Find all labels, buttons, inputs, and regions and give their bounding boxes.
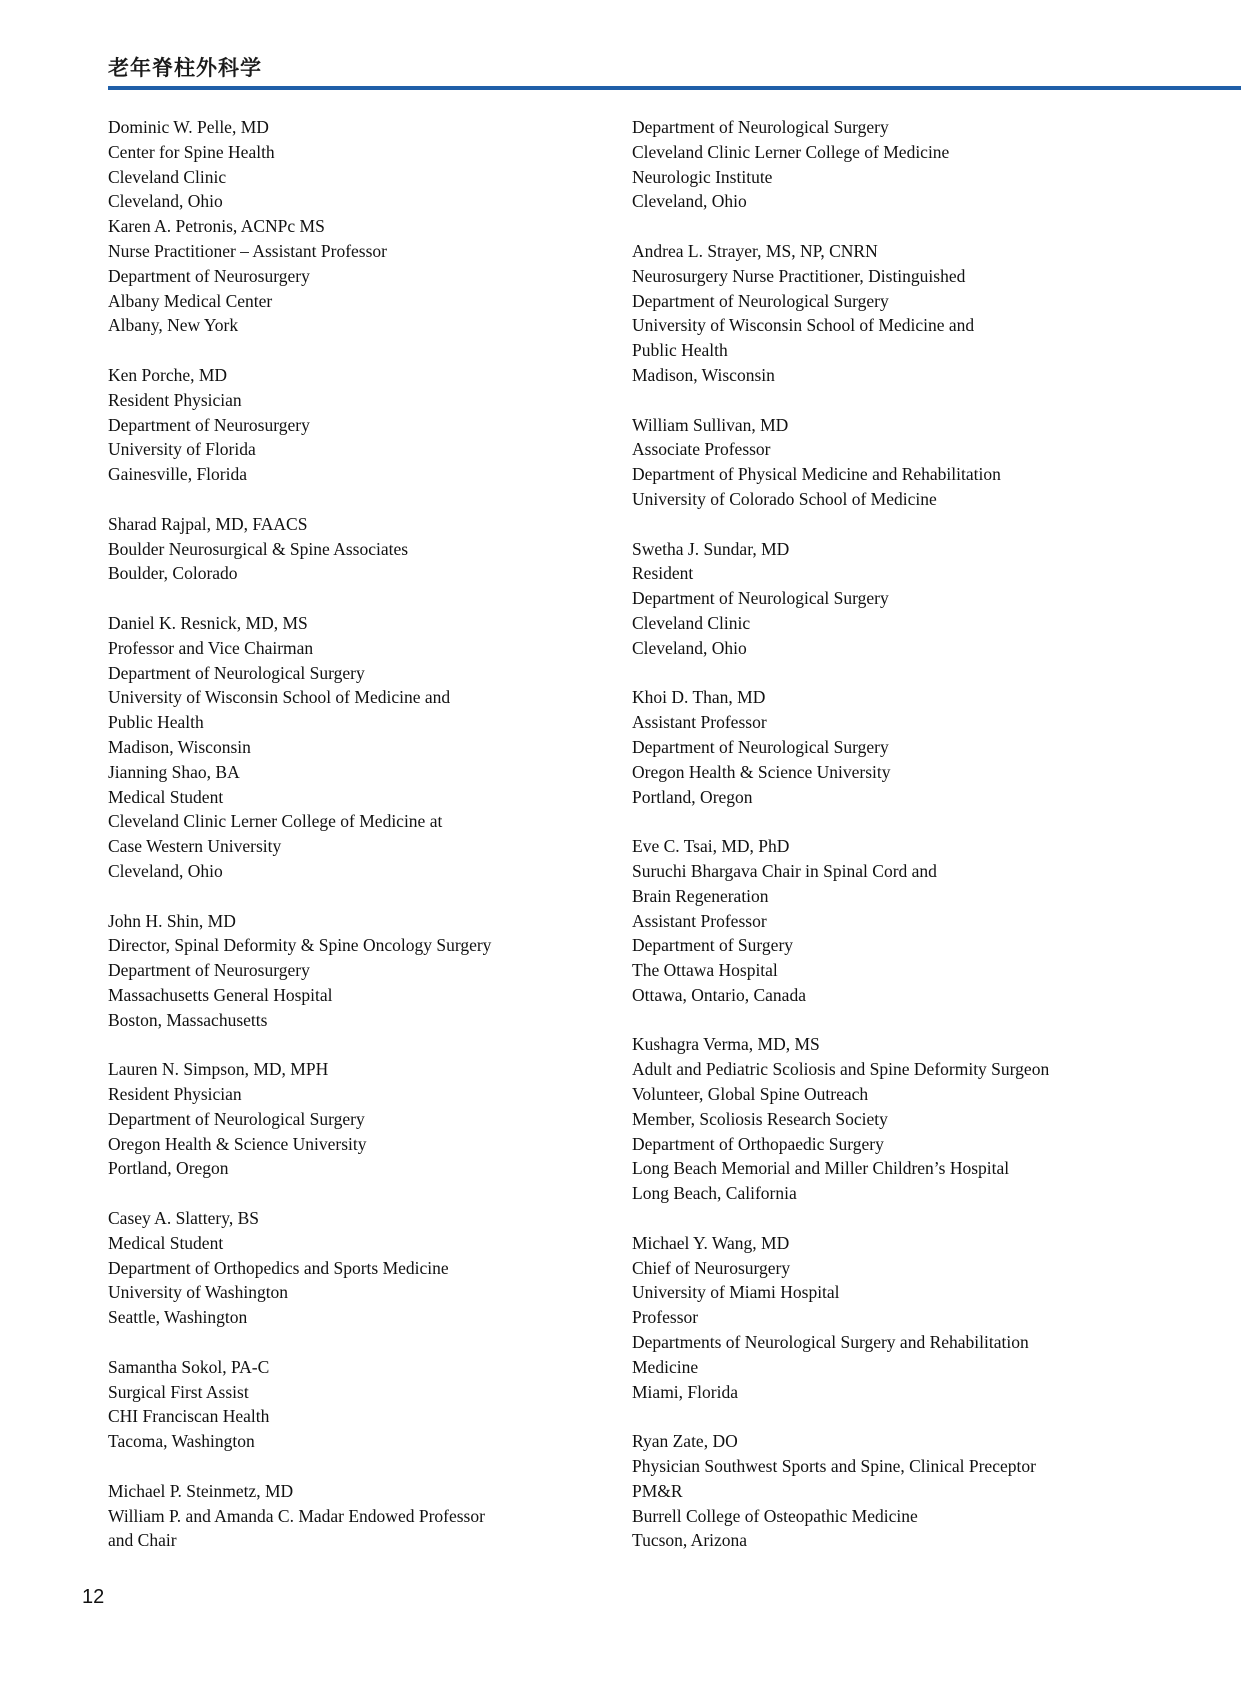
contributor-detail: Medical Student	[108, 786, 224, 807]
contributor-detail: Massachusetts General Hospital	[108, 984, 333, 1005]
contributor-entry	[632, 115, 1222, 214]
contributors-right-column	[632, 115, 1222, 1553]
entry-spacer	[632, 1404, 1222, 1429]
contributor-entry	[108, 115, 608, 214]
contributor-detail: University of Washington	[108, 1282, 289, 1303]
contributor-detail: The Ottawa Hospital	[632, 960, 778, 981]
contributor-detail: Oregon Health & Science University	[632, 761, 891, 782]
contributor-entry	[632, 413, 1222, 512]
contributor-detail: Public Health	[108, 712, 204, 733]
contributor-detail: Cleveland, Ohio	[632, 637, 747, 658]
contributor-detail: Surgical First Assist	[108, 1381, 249, 1402]
contributor-entry	[108, 909, 608, 1033]
contributor-detail: Miami, Florida	[632, 1381, 738, 1402]
contributor-detail: Seattle, Washington	[108, 1307, 248, 1328]
contributor-detail: Resident	[632, 563, 694, 584]
book-title: 老年脊柱外科学	[108, 56, 262, 80]
contributor-name: Casey A. Slattery, BS	[108, 1208, 260, 1229]
contributor-detail: PM&R	[632, 1480, 683, 1501]
entry-spacer	[108, 1454, 608, 1479]
entry-spacer	[632, 512, 1222, 537]
contributor-detail: Departments of Neurological Surgery and Rehabilitation	[632, 1332, 1029, 1353]
contributor-detail: Cleveland Clinic	[632, 612, 751, 633]
contributor-detail: Tacoma, Washington	[108, 1431, 255, 1452]
contributor-detail: Cleveland, Ohio	[108, 860, 223, 881]
contributor-name: Eve C. Tsai, MD, PhD	[632, 836, 790, 857]
contributor-name: Khoi D. Than, MD	[632, 687, 766, 708]
contributor-detail: University of Miami Hospital	[632, 1282, 840, 1303]
contributor-detail: Department of Neurological Surgery	[108, 1108, 365, 1129]
contributor-detail: Boulder Neurosurgical & Spine Associates	[108, 538, 409, 559]
contributor-detail: Long Beach Memorial and Miller Children’s Hospital	[632, 1158, 1010, 1179]
contributor-entry	[632, 1429, 1222, 1553]
contributor-detail: William P. and Amanda C. Madar Endowed Professor	[108, 1505, 485, 1526]
contributor-name: Michael P. Steinmetz, MD	[108, 1480, 294, 1501]
header-rule	[108, 86, 1241, 90]
contributor-detail: Cleveland, Ohio	[108, 191, 223, 212]
contributor-detail: Member, Scoliosis Research Society	[632, 1108, 888, 1129]
entry-spacer	[632, 661, 1222, 686]
entry-spacer	[632, 1008, 1222, 1033]
contributor-detail: Department of Neurological Surgery	[632, 588, 889, 609]
contributor-name: Andrea L. Strayer, MS, NP, CNRN	[632, 240, 878, 261]
entry-spacer	[632, 214, 1222, 239]
contributor-detail: Department of Neurological Surgery	[108, 662, 365, 683]
contributor-detail: Madison, Wisconsin	[108, 736, 251, 757]
contributor-entry	[632, 1231, 1222, 1405]
contributor-detail: Department of Orthopedics and Sports Medicine	[108, 1257, 449, 1278]
contributor-detail: Long Beach, California	[632, 1183, 797, 1204]
contributor-detail: CHI Franciscan Health	[108, 1406, 270, 1427]
contributor-entry	[632, 537, 1222, 661]
contributor-detail: Neurologic Institute	[632, 166, 773, 187]
contributor-detail: Medical Student	[108, 1232, 224, 1253]
contributor-detail: Physician Southwest Sports and Spine, Clinical Preceptor	[632, 1456, 1036, 1477]
contributor-detail: Albany, New York	[108, 315, 239, 336]
contributor-name: Karen A. Petronis, ACNPc MS	[108, 216, 325, 237]
contributor-entry	[108, 760, 608, 884]
contributor-detail: Portland, Oregon	[632, 786, 753, 807]
contributor-detail: Ottawa, Ontario, Canada	[632, 984, 806, 1005]
contributor-detail: Resident Physician	[108, 1084, 242, 1105]
contributor-detail: Assistant Professor	[632, 910, 767, 931]
contributor-entry	[632, 834, 1222, 1008]
contributor-detail: Oregon Health & Science University	[108, 1133, 367, 1154]
contributor-detail: Case Western University	[108, 836, 282, 857]
entry-spacer	[108, 487, 608, 512]
contributor-detail: Department of Physical Medicine and Rehabilitation	[632, 464, 1001, 485]
contributor-name: Kushagra Verma, MD, MS	[632, 1034, 820, 1055]
contributor-detail: Albany Medical Center	[108, 290, 273, 311]
entry-spacer	[108, 1032, 608, 1057]
contributor-detail: Director, Spinal Deformity & Spine Oncology Surgery	[108, 935, 492, 956]
contributor-entry	[632, 239, 1222, 388]
contributor-entry	[632, 1032, 1222, 1206]
contributor-detail: Nurse Practitioner – Assistant Professor	[108, 240, 387, 261]
contributor-detail: and Chair	[108, 1530, 177, 1551]
contributor-detail: Adult and Pediatric Scoliosis and Spine Deformity Surgeon	[632, 1059, 1050, 1080]
contributor-detail: Gainesville, Florida	[108, 464, 248, 485]
contributor-detail: Department of Orthopaedic Surgery	[632, 1133, 884, 1154]
entry-spacer	[108, 884, 608, 909]
contributor-name: Ken Porche, MD	[108, 364, 228, 385]
contributor-detail: Department of Neurological Surgery	[632, 736, 889, 757]
contributor-name: Lauren N. Simpson, MD, MPH	[108, 1059, 329, 1080]
contributor-detail: Medicine	[632, 1356, 699, 1377]
contributor-detail: University of Colorado School of Medicine	[632, 488, 937, 509]
contributor-detail: Department of Neurosurgery	[108, 265, 310, 286]
entry-spacer	[108, 338, 608, 363]
contributor-name: Samantha Sokol, PA-C	[108, 1356, 270, 1377]
contributor-detail: Neurosurgery Nurse Practitioner, Distinguished	[632, 265, 966, 286]
contributor-detail: Center for Spine Health	[108, 141, 275, 162]
contributor-detail: Department of Neurosurgery	[108, 414, 310, 435]
contributor-detail: Cleveland Clinic Lerner College of Medicine	[632, 141, 950, 162]
entry-spacer	[108, 1330, 608, 1355]
contributor-detail: Burrell College of Osteopathic Medicine	[632, 1505, 918, 1526]
contributor-name: Swetha J. Sundar, MD	[632, 538, 790, 559]
contributor-detail: Portland, Oregon	[108, 1158, 229, 1179]
contributor-entry	[632, 685, 1222, 809]
contributor-entry	[108, 214, 608, 338]
contributor-detail: Cleveland Clinic	[108, 166, 227, 187]
contributor-detail: Associate Professor	[632, 439, 771, 460]
contributor-detail: Department of Neurosurgery	[108, 960, 310, 981]
contributor-detail: University of Wisconsin School of Medicine and	[108, 687, 451, 708]
contributor-detail: Madison, Wisconsin	[632, 364, 775, 385]
contributor-detail: University of Florida	[108, 439, 256, 460]
contributor-entry	[108, 512, 608, 586]
contributor-detail: Boston, Massachusetts	[108, 1009, 268, 1030]
contributors-left-column	[108, 115, 608, 1553]
contributor-detail: Resident Physician	[108, 389, 242, 410]
contributor-name: Michael Y. Wang, MD	[632, 1232, 790, 1253]
contributor-entry	[108, 1206, 608, 1330]
contributor-name: Sharad Rajpal, MD, FAACS	[108, 513, 308, 534]
entry-spacer	[108, 586, 608, 611]
entry-spacer	[632, 809, 1222, 834]
contributor-detail: University of Wisconsin School of Medicine and	[632, 315, 975, 336]
contributor-name: William Sullivan, MD	[632, 414, 789, 435]
entry-spacer	[632, 388, 1222, 413]
contributor-detail: Tucson, Arizona	[632, 1530, 748, 1551]
contributor-name: Department of Neurological Surgery	[632, 117, 889, 137]
contributor-entry	[108, 1355, 608, 1454]
contributor-detail: Boulder, Colorado	[108, 563, 238, 584]
contributor-name: Daniel K. Resnick, MD, MS	[108, 612, 308, 633]
contributor-detail: Department of Neurological Surgery	[632, 290, 889, 311]
contributor-detail: Department of Surgery	[632, 935, 794, 956]
contributor-detail: Professor and Vice Chairman	[108, 637, 314, 658]
contributor-name: Dominic W. Pelle, MD	[108, 117, 269, 137]
contributor-detail: Chief of Neurosurgery	[632, 1257, 791, 1278]
contributor-entry	[108, 1057, 608, 1181]
contributor-entry	[108, 363, 608, 487]
contributor-name: Ryan Zate, DO	[632, 1431, 738, 1452]
entry-spacer	[632, 1206, 1222, 1231]
contributor-detail: Suruchi Bhargava Chair in Spinal Cord and	[632, 860, 937, 881]
contributor-entry	[108, 1479, 608, 1553]
contributor-detail: Assistant Professor	[632, 712, 767, 733]
contributor-detail: Cleveland, Ohio	[632, 191, 747, 212]
contributor-entry	[108, 611, 608, 760]
entry-spacer	[108, 1181, 608, 1206]
contributor-detail: Professor	[632, 1307, 699, 1328]
contributor-detail: Cleveland Clinic Lerner College of Medicine at	[108, 811, 443, 832]
page-number: 12	[82, 1586, 105, 1608]
contributor-detail: Brain Regeneration	[632, 885, 769, 906]
contributor-name: John H. Shin, MD	[108, 910, 236, 931]
contributor-detail: Volunteer, Global Spine Outreach	[632, 1084, 869, 1105]
contributor-name: Jianning Shao, BA	[108, 761, 240, 782]
contributor-detail: Public Health	[632, 340, 728, 361]
